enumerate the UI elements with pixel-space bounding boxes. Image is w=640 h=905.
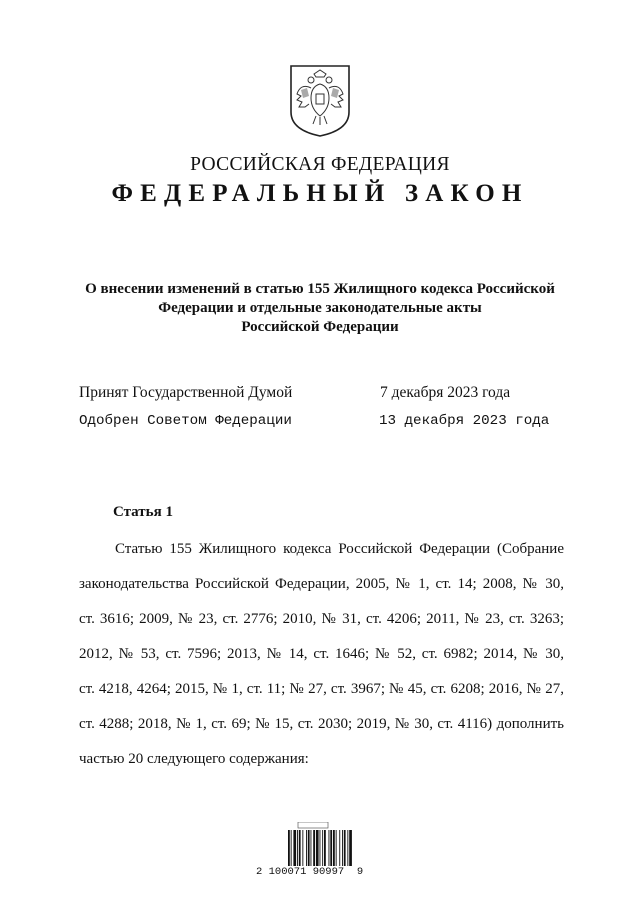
article-heading: Статья 1 xyxy=(113,504,173,520)
article-text-line: ст. 3616; 2009, № 23, ст. 2776; 2010, № 31, ст. 4206; 2011, № 23, ст. 3263; xyxy=(79,611,564,627)
document-type: ФЕДЕРАЛЬНЫЙ ЗАКОН xyxy=(111,180,529,207)
article-text-line: Статью 155 Жилищного кодекса Российской Федерации (Собрание xyxy=(115,541,564,557)
coat-of-arms-emblem-icon xyxy=(287,62,353,138)
barcode-icon xyxy=(288,822,368,871)
council-approval-label: Одобрен Советом Федерации xyxy=(79,413,292,429)
law-title-line: О внесении изменений в статью 155 Жилищного кодекса Российской xyxy=(85,281,555,297)
law-title xyxy=(60,280,580,337)
barcode-number: 2 100071 90997 9 xyxy=(256,866,364,878)
duma-adoption-label: Принят Государственной Думой xyxy=(79,384,293,401)
council-approval-date: 13 декабря 2023 года xyxy=(379,413,550,429)
duma-adoption-date: 7 декабря 2023 года xyxy=(380,384,511,401)
country-name: РОССИЙСКАЯ ФЕДЕРАЦИЯ xyxy=(190,154,450,175)
article-text-line: ст. 4288; 2018, № 1, ст. 69; № 15, ст. 2030; 2019, № 30, ст. 4116) дополнить xyxy=(79,716,564,732)
article-text-line: законодательства Российской Федерации, 2005, № 1, ст. 14; 2008, № 30, xyxy=(79,576,564,592)
law-title-line: Российской Федерации xyxy=(241,319,399,335)
article-text-line: ст. 4218, 4264; 2015, № 1, ст. 11; № 27, ст. 3967; № 45, ст. 6208; 2016, № 27, xyxy=(79,681,564,697)
article-text-line: частью 20 следующего содержания: xyxy=(79,751,309,767)
article-text-line: 2012, № 53, ст. 7596; 2013, № 14, ст. 1646; № 52, ст. 6982; 2014, № 30, xyxy=(79,646,564,662)
law-title-line: Федерации и отдельные законодательные акты xyxy=(158,300,482,316)
